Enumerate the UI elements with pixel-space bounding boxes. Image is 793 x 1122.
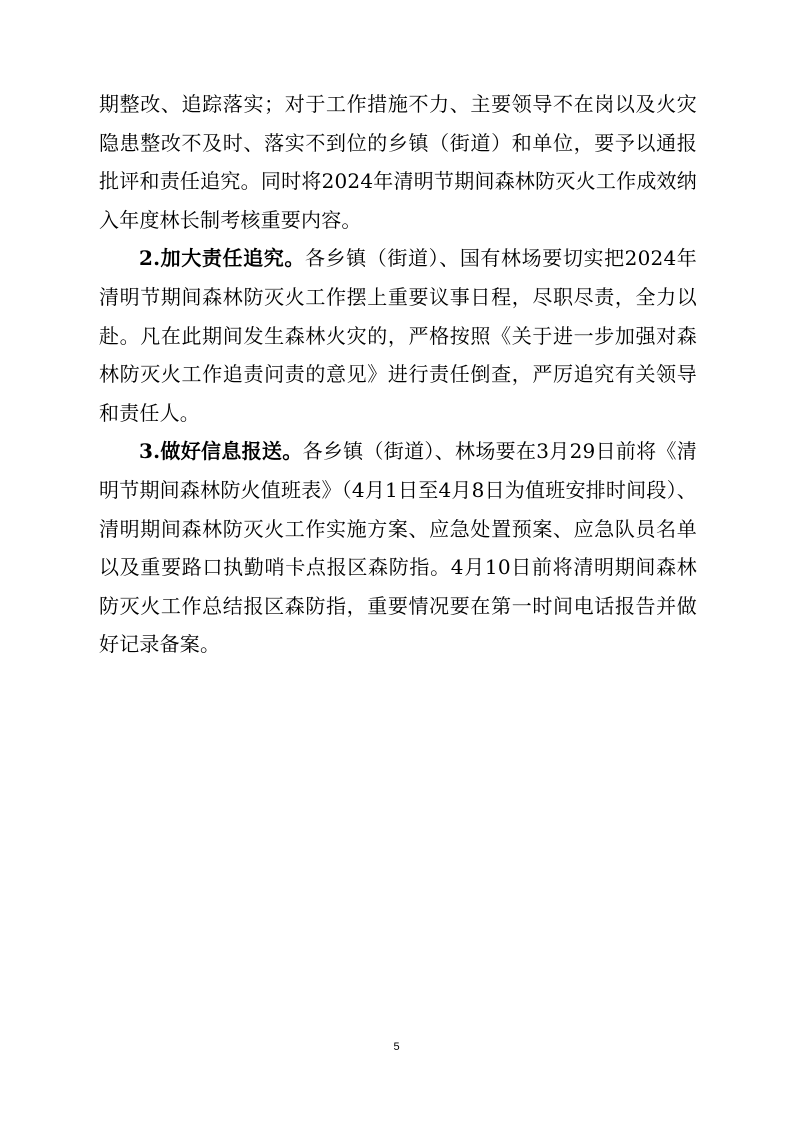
paragraph-continuation [99,85,697,239]
paragraph-text: 各乡镇（街道）、林场要在3月29日前将《清明节期间森林防火值班表》（4月1日至4月8日为值班安排时间段）、清明期间森林防灭火工作实施方案、应急处置预案、应急队员名单以及重要路口执勤哨卡点报区森防指。4月10日前将清明期间森林防灭火工作总结报区森防指，重要情况要在第一时间电话报告并做好记录备案。 [99,439,698,657]
paragraph-text: 各乡镇（街道）、国有林场要切实把2024年清明节期间森林防灭火工作摆上重要议事日程，尽职尽责，全力以赴。凡在此期间发生森林火灾的，严格按照《关于进一步加强对森林防灭火工作追责问责的意见》进行责任倒查，严厉追究有关领导和责任人。 [99,246,697,425]
document-body [99,85,697,664]
paragraph-accountability [99,239,697,432]
paragraph-text: 期整改、追踪落实；对于工作措施不力、主要领导不在岗以及火灾隐患整改不及时、落实不到位的乡镇（街道）和单位，要予以通报批评和责任追究。同时将2024年清明节期间森林防灭火工作成效纳入年度林长制考核重要内容。 [99,92,697,232]
page-number: 5 [393,1041,400,1053]
paragraph-heading: 2.加大责任追究。 [139,246,305,271]
paragraph-heading: 3.做好信息报送。 [139,439,303,464]
paragraph-reporting [99,432,697,664]
